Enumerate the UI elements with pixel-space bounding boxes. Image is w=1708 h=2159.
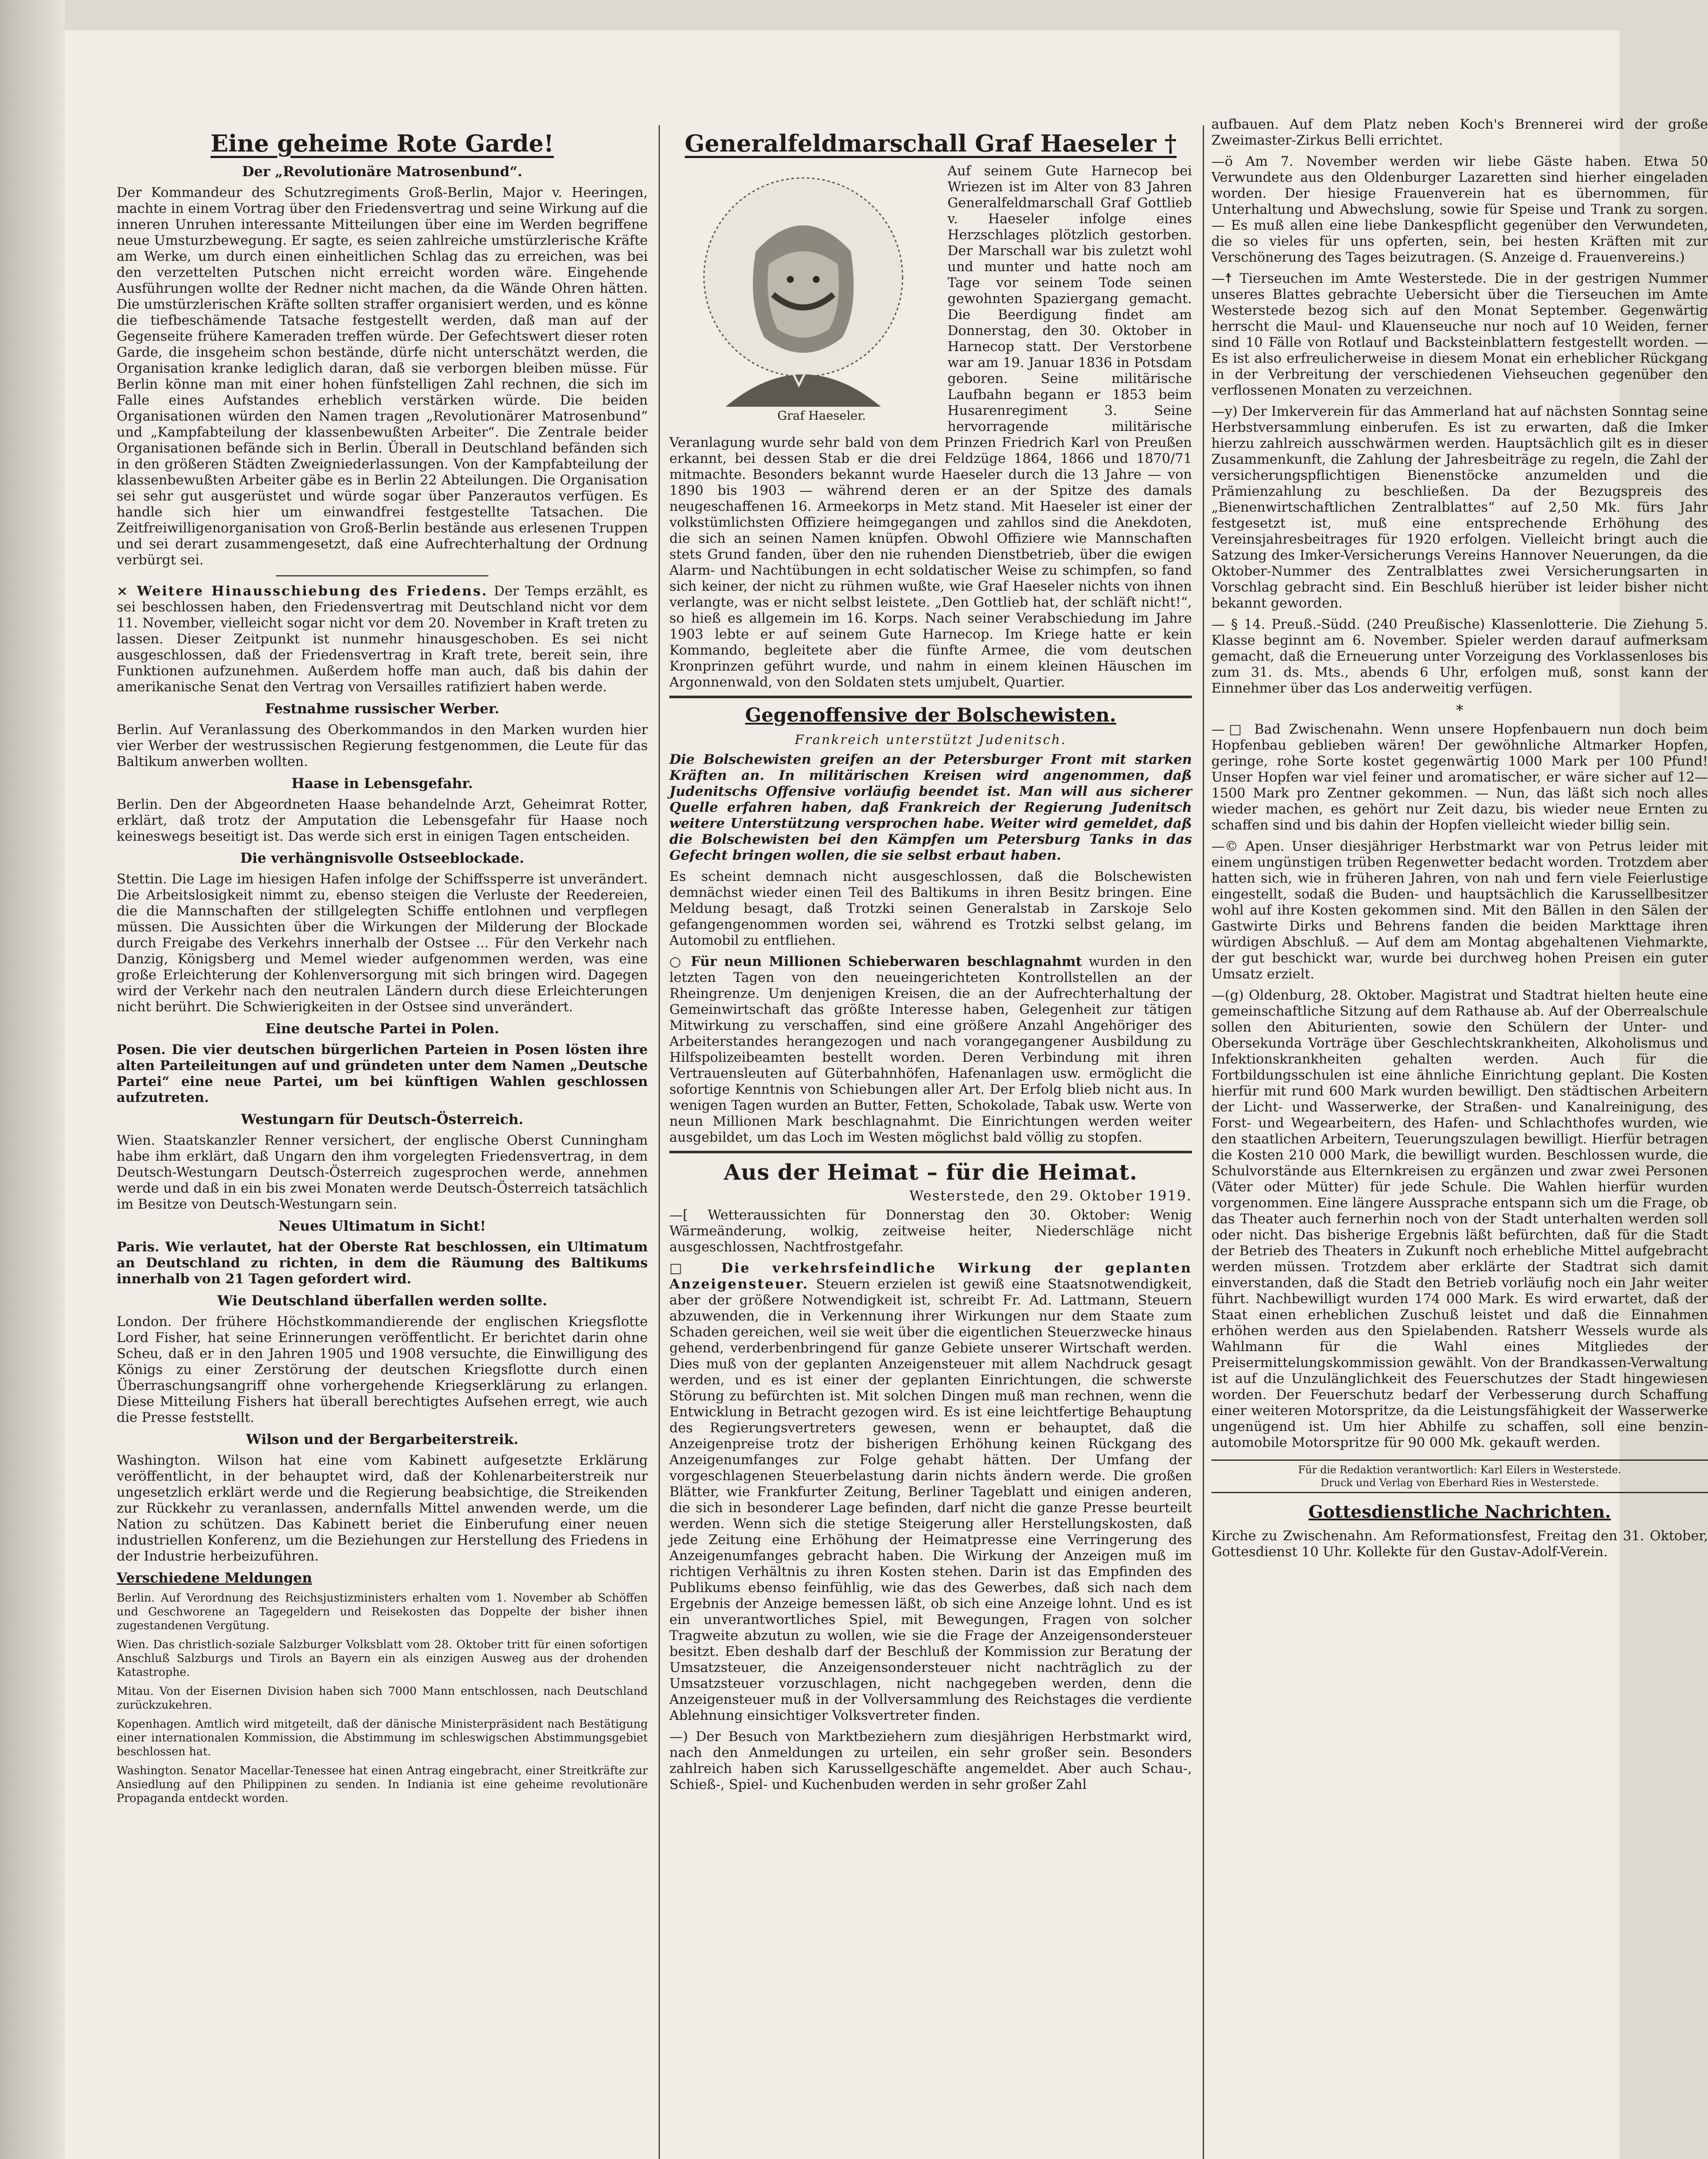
article-schieberwaren: [669, 954, 1192, 1146]
section-heimat-title: Aus der Heimat – für die Heimat.: [723, 1159, 1138, 1185]
divider-bar: [669, 696, 1192, 698]
imprint-editor: Für die Redaktion verantwortlich: Karl Eilers in Westerstede.: [1298, 1464, 1622, 1476]
news-mitau: Mitau. Von der Eisernen Division haben sich 7000 Mann entschlossen, nach Deutschland zurückzukehren.: [117, 1685, 648, 1712]
article-anzeigensteuer-body: Steuern erzielen ist gewiß eine Staatsnotwendigkeit, aber der größere Notwendigkeit ist, schreibt Fr. Ad. Lattmann, Steuern abzuwenden, die in Verkennung ihrer Wirkungen nur dem Staate zum Schaden gereichen, weil sie weit über die eigentlichen Steuerzwecke hinaus gehend, verderbenbringend für ganze Gebiete unserer Wirtschaft werden. Dies muß von der geplanten Anzeigensteuer mit allem Nachdruck gesagt werden, und es ist einer der geplanten Einrichtungen, die schwerste Störung zu befürchten ist. Mit solchen Dingen muß man rechnen, wenn die Entwicklung in Betracht gezogen wird. Es ist eine leichtfertige Behauptung des Regierungsvertreters gewesen, wenn er behauptet, daß die Anzeigenpreise trotz der bisherigen Erhöhung keinen Rückgang des Anzeigenumfanges zur Folge gehabt hätten. Der Umfang der vorgeschlagenen Steuerbelastung darin nichts ändern werde. Die großen Blätter, wie Frankfurter Zeitung, Berliner Tageblatt und einigen anderen, die sich in besonderer Lage befinden, darf nicht die ganze Presse beurteilt werden. Wenn sich die stetige Steigerung aller Herstellungskosten, daß jede Zeitung eine Erhöhung der Heimatpresse eine Verringerung des Anzeigenumfanges gebracht haben. Die Wirkung der Anzeigen muß im richtigen Verhältnis zu ihren Kosten stehen. Darin ist das Empfinden des Publikums ebenso feinfühlig, wie das des Gewerbes, daß sich nach dem Ergebnis der Anzeige bemessen läßt, ob sich eine Anzeige lohnt. Und es ist ein unverantwortliches Spiel, mit Bewegungen, Fragen von solcher Tragweite abzutun zu wollen, wie sie die Frage der Anzeigensondersteuer besitzt. Eben deshalb darf der Beschluß der Kommission zur Beratung der Umsatzsteuer, die Anzeigensondersteuer nicht nachträglich zu der Umsatzsteuer vorzuschlagen, nicht nachgegeben werden, denn die Anzeigensteuer muß in der Vollversammlung des Reichstages die verdiente Ablehnung einsichtiger Volksvertreter finden.: [669, 1276, 1192, 1723]
imprint: [1211, 1459, 1708, 1493]
article-tierseuchen: —☨ Tierseuchen im Amte Westerstede. Die in der gestrigen Nummer unseres Blattes gebrachte Uebersicht über die Tierseuchen im Amte Westerstede bezog sich auf den Monat September. Gegenwärtig herrscht die Maul- und Klauenseuche nur noch auf 10 Weiden, ferner sind 10 Fälle von Rotlauf und Backsteinblattern festgestellt worden. — Es ist also erfreulicherweise in diesem Monat ein erheblicher Rückgang in der Verbreitung der verschiedenen Viehseuchen gegenüber den verflossenen Monaten zu verzeichnen.: [1211, 271, 1708, 398]
heading-ostseeblockade: Die verhängnisvolle Ostseeblockade.: [240, 850, 524, 866]
article-schieberwaren-lead: ○ Für neun Millionen Schieberwaren beschlagnahmt: [669, 954, 1082, 969]
news-wien: Wien. Das christlich-soziale Salzburger Volksblatt vom 28. Oktober tritt für einen sofortigen Anschluß Salzburgs und Tirols an Bayern ein als einzigen Ausweg aus der drohenden Katastrophe.: [117, 1638, 648, 1679]
news-kopenhagen: Kopenhagen. Amtlich wird mitgeteilt, daß der dänische Ministerpräsident nach Bestätigung einer internationalen Kommission, die Abstimmung im schleswigschen Abstimmungsgebiet beschlossen hat.: [117, 1718, 648, 1758]
article-partei-polen: Posen. Die vier deutschen bürgerlichen Parteien in Posen lösten ihre alten Parteileitungen auf und gründeten unter dem Namen „Deutsche Partei“ eine neue Partei, um bei künftigen Wahlen geschlossen aufzutreten.: [117, 1042, 648, 1105]
article-haeseler: Auf seinem Gute Harnecop bei Wriezen ist im Alter von 83 Jahren Generalfeldmarschall Graf Gottlieb v. Haeseler infolge eines Herzschlages plötzlich gestorben. Der Marschall war bis zuletzt wohl und munter und hatte noch am Tage vor seinem Tode seinen gewohnten Spaziergang gemacht. Die Beerdigung findet am Donnerstag, den 30. Oktober in Harnecop statt. Der Verstorbene war am 19. Januar 1836 in Potsdam geboren. Seine militärische Laufbahn begann er 1853 beim Husarenregiment 3. Seine hervorragende militärische Veranlagung wurde sehr bald von dem Prinzen Friedrich Karl von Preußen erkannt, bei dessen Stab er die drei Feldzüge 1864, 1866 und 1870/71 mitmachte. Besonders bekannt wurde Haeseler durch die 13 Jahre — von 1890 bis 1903 — während deren er an der Spitze des damals neugeschaffenen 16. Armeekorps in Metz stand. Mit Haeseler ist einer der volkstümlichsten Offiziere heimgegangen und zahllos sind die Anekdoten, die sich an seinen Namen knüpfen. Obwohl Offiziere wie Mannschaften stets Grund fanden, über den nie ruhenden Dienstbetrieb, über die ewigen Alarm- und Nachtübungen in echt soldatischer Weise zu schimpfen, so fand sich keiner, der nicht zu rühmen wußte, wie Graf Haeseler nichts von ihnen verlangte, was er nicht selbst leistete. „Den Gottlieb hat, der schläft nicht!“, so hieß es allgemein im 16. Korps. Nach seiner Verabschiedung im Jahre 1903 lebte er auf seinem Gute Harnecop. Im Kriege hatte er kein Kommando, begleitete aber die fünfte Armee, die vom deutschen Kronprinzen geführt wurde, und nahm in einem kleinen Häuschen im Argonnenwald, von den Soldaten stets umjubelt, Quartier.: [669, 163, 1192, 690]
article-oldenburg: —(g) Oldenburg, 28. Oktober. Magistrat und Stadtrat hielten heute eine gemeinschaftliche Sitzung auf dem Rathause ab. Auf der Oberrealschule sollen den Abiturienten, sowie den Schülern der Unter- und Obersekunda Vorträge über Geschlechtskrankheiten, Alkoholismus und Infektionskrankheiten gehalten werden. Auch für die Fortbildungsschulen ist eine ähnliche Einrichtung geplant. Die Kosten hierfür mit rund 600 Mark wurden bewilligt. Den städtischen Arbeitern der Licht- und Wasserwerke, der Straßen- und Kanalreinigung, des Forst- und Wegearbeitern, des Hafen- und Schlachthofes wurden, wie den staatlichen Arbeitern, Teuerungszulagen bewilligt. Hierfür betragen die Kosten 210 000 Mark, die bewilligt wurden. Beschlossen wurde, die Schulvorstände aus Elternkreisen zu ergänzen und zwar zwei Personen (Väter oder Mütter) für jede Schule. Die Wahlen hierfür wurden vorgenommen. Eine längere Aussprache entspann sich um die Frage, ob das Theater auch fernerhin noch von der Stadt unterhalten werden soll oder nicht. Das bisherige Ergebnis läßt befürchten, daß für die Stadt der Betrieb des Theaters in Zukunft noch erhebliche Mittel aufgebracht werden müssen. Trotzdem aber erklärte der Stadtrat sich damit einverstanden, daß die Stadt den Betrieb vorläufig noch ein Jahr weiter führt. Nachbewilligt wurden 174 000 Mark. Es wird erwartet, daß der Staat einen erheblichen Zuschuß leistet und daß die Einnahmen erhöhen werden aus den Spielabenden. Ratsherr Wessels wurde als Wahlmann für die Wahl eines Mitgliedes der Preisermittelungskommission gewählt. Von der Brandkassen-Verwaltung ist auf die Unzulänglichkeit des Feuerschutzes der Stadt hingewiesen worden. Der Feuerschutz bedarf der Verbesserung durch Schaffung einer weiteren Motorspritze, da die Leistungsfähigkeit der Wasserwerke ungenügend ist. Um hier Abhilfe zu schaffen, soll eine benzin-automobile Motorspritze für 90 000 Mk. gekauft werden.: [1211, 988, 1708, 1450]
column-3: [1211, 117, 1708, 1565]
article-herbstmarkt: —) Der Besuch von Marktbeziehern zum diesjährigen Herbstmarkt wird, nach den Anmeldungen zu urteilen, ein sehr großer sein. Besonders zahlreich haben sich Karussellgeschäfte angemeldet. Aber auch Schau-, Schieß-, Spiel- und Kuchenbuden werden in sehr großer Zahl: [669, 1729, 1192, 1792]
heading-haase: Haase in Lebensgefahr.: [291, 775, 473, 791]
article-bolschewisten-lead: Die Bolschewisten greifen an der Petersburger Front mit starken Kräften an. In militärischen Kreisen wird angenommen, daß Judenitschs Offensive vorläufig beendet ist. Man will aus sicherer Quelle erfahren haben, daß Frankreich der Regierung Judenitsch weitere Unterstützung versprochen habe. Weiter wird gemeldet, daß die Bolschewisten bei den Kämpfen um Petersburg Tanks in das Gefecht bringen wollen, die sie selbst erbaut haben.: [669, 752, 1192, 863]
article-ueberfall: London. Der frühere Höchstkommandierende der englischen Kriegsflotte Lord Fisher, hat seine Erinnerungen veröffentlicht. Er berichtet darin ohne Scheu, daß er in den Jahren 1905 und 1908 versuchte, die Einwilligung des Königs zu einer Zerstörung der deutschen Kriegsflotte durch einen Überraschungsangriff ohne vorhergehende Kriegserklärung zu erlangen. Diese Mitteilung Fishers hat überall berechtigtes Aufsehen erregt, wie auch die Presse feststellt.: [117, 1314, 648, 1425]
heading-ultimatum: Neues Ultimatum in Sicht!: [278, 1218, 486, 1234]
article-wilson: Washington. Wilson hat eine vom Kabinett aufgesetzte Erklärung veröffentlicht, in der behauptet wird, daß der Kohlenarbeiterstreik nur ungesetzlich erklärt werde und die Regierung beabsichtige, die Streikenden zur Rückkehr zu veranlassen, andernfalls Mittel anwenden werde, um die Nation zu schützen. Das Kabinett beriet die Einberufung einer neuen industriellen Konferenz, um die Beziehungen zur Herstellung des Friedens in der Industrie herbeizuführen.: [117, 1453, 648, 1564]
column-2: [669, 130, 1192, 1798]
article-westungarn: Wien. Staatskanzler Renner versichert, der englische Oberst Cunningham habe ihm erklärt, daß Ungarn den ihm vorgelegten Friedensvertrag, in dem Deutsch-Westungarn Deutsch-Österreich zugesprochen werde, annehmen werde und daß in ein bis zwei Monaten werde Deutsch-Österreich tatsächlich im Besitze von Deutsch-Westungarn sein.: [117, 1133, 648, 1212]
heading-verschiedene: Verschiedene Meldungen: [117, 1570, 312, 1586]
column-rule: [659, 125, 660, 2159]
article-schieberwaren-body: wurden in den letzten Tagen von den neueingerichteten Kontrollstellen an der Rheingrenze. Um denjenigen Kreisen, die an der Aufrechterhaltung der Gemeinwirtschaft das größte Interesse haben, Gelegenheit zur tätigen Mitwirkung zu verschaffen, sind eine größere Anzahl Angehöriger des Arbeiterstandes herangezogen und nach vorangegangener Ausbildung zu Hilfspolizeibeamten bestellt worden. Deren Verbindung mit ihren Vertrauensleuten auf Güterbahnhöfen, Hafenanlagen usw. ermöglicht die sofortige Kenntnis von Schiebungen aller Art. Der Erfolg blieb nicht aus. In wenigen Tagen wurden an Butter, Fetten, Schokolade, Tabak usw. Werte von neun Millionen Mark beschlagnahmt. Die Einrichtungen werden weiter ausgebildet, um das Loch im Westen möglichst bald völlig zu stopfen.: [669, 954, 1192, 1145]
headline-haeseler: Generalfeldmarschall Graf Haeseler †: [684, 130, 1177, 157]
heading-wilson: Wilson und der Bergarbeiterstreik.: [246, 1431, 519, 1447]
news-washington: Washington. Senator Macellar-Tenessee hat einen Antrag eingebracht, einer Streitkräfte zur Ansiedlung auf den Philippinen zu senden. In Indiania ist eine geheime revolutionäre Propaganda entdeckt worden.: [117, 1764, 648, 1805]
article-haase: Berlin. Den der Abgeordneten Haase behandelnde Arzt, Geheimrat Rotter, erklärt, daß trotz der Amputation die Lebensgefahr für Haase noch keineswegs beseitigt ist. Das werde sich erst in einigen Tagen entscheiden.: [117, 797, 648, 844]
divider-bar-2: [669, 1151, 1192, 1153]
article-anzeigensteuer-lead: □ Die verkehrsfeindliche Wirkung der geplanten Anzeigensteuer.: [669, 1260, 1192, 1292]
article-imkerverein: —y) Der Imkerverein für das Ammerland hat auf nächsten Sonntag seine Herbstversammlung einberufen. Es ist zu erwarten, daß die Imker hierzu zahlreich ausschwärmen werden. Hauptsächlich gilt es in dieser Zusammenkunft, die Zahlung der Jahresbeiträge zu regeln, die Zahl der versicherungspflichtigen Bienenstöcke anzumelden und die Prämienzahlung zu beschließen. Da der Bezugspreis des „Bienenwirtschaftlichen Zentralblattes“ auf 2,50 Mk. fürs Jahr festgesetzt ist, muß eine entsprechende Erhöhung des Vereinsjahresbeitrages für 1920 erfolgen. Vielleicht bringt auch die Satzung des Imker-Versicherungs Vereins Hannover Neuerungen, da die Oktober-Nummer des Zentralblattes zwei Versicherungsarten in Vorschlag gebracht sind. Ein Beschluß hierüber ist leider bisher nicht bekannt geworden.: [1211, 404, 1708, 611]
subheadline-judenitsch: Frankreich unterstützt Judenitsch.: [795, 732, 1067, 747]
news-berlin: Berlin. Auf Verordnung des Reichsjustizministers erhalten vom 1. November ab Schöffen und Geschworene an Tagegeldern und Reisekosten das Doppelte der bisher ihnen zugestandenen Vergütung.: [117, 1592, 648, 1632]
article-apen: —© Apen. Unser diesjähriger Herbstmarkt war von Petrus leider mit einem ungünstigen trüben Regenwetter bedacht worden. Trotzdem aber hatten sich, wie in früheren Jahren, von nah und fern viele Feierlustige eingestellt, sodaß die Buden- und hauptsächlich die Karussellbesitzer wohl auf ihre Kosten gekommen sind. Mit den Bällen in den Sälen der Gastwirte Dirks und Behrens fanden die beiden Markttage ihren würdigen Abschluß. — Auf dem am Montag abgehaltenen Viehmarkte, der gut beschickt war, wurde bei durchweg hohen Preisen ein guter Umsatz erzielt.: [1211, 839, 1708, 982]
article-frieden-lead: × Weitere Hinausschiebung des Friedens.: [117, 583, 488, 599]
article-frieden: [117, 583, 648, 695]
weather-report: —[ Wetteraussichten für Donnerstag den 30. Oktober: Wenig Wärmeänderung, wolkig, zeitweise heiter, Niederschläge nicht ausgeschlossen, Nachtfrostgefahr.: [669, 1207, 1192, 1255]
article-frieden-body: Der Temps erzählt, es sei beschlossen haben, den Friedensvertrag mit Deutschland nicht vor dem 11. November, vielleicht sogar nicht vor dem 20. November in Kraft treten zu lassen. Dieser Zeitpunkt ist nunmehr hinausgeschoben. Es sei nicht ausgeschlossen, daß der Friedensvertrag in Kraft trete, bereit sein, ihre Funktionen aufzunehmen. Außerdem hoffe man auch, daß bis dahin der amerikanische Senat den Vertrag von Versailles ratifiziert haben werde.: [117, 583, 648, 695]
heading-ueberfall: Wie Deutschland überfallen werden sollte.: [217, 1292, 547, 1309]
article-klassenlotterie: — § 14. Preuß.-Südd. (240 Preußische) Klassenlotterie. Die Ziehung 5. Klasse beginnt am 6. November. Spieler werden darauf aufmerksam gemacht, daß die Erneuerung unter Vorzeigung des Vorklassenloses bis zum 31. ds. Mts., abends 6 Uhr, erfolgen muß, sonst kann der Einnehmer über das Los anderweitig verfügen.: [1211, 617, 1708, 696]
article-zirkus: aufbauen. Auf dem Platz neben Koch's Brennerei wird der große Zweimaster-Zirkus Belli errichtet.: [1211, 117, 1708, 148]
book-binding-edge: [0, 0, 65, 2159]
church-notice: Kirche zu Zwischenahn. Am Reformationsfest, Freitag den 31. Oktober, Gottesdienst 10 Uhr. Kollekte für den Gustav-Adolf-Verein.: [1211, 1528, 1708, 1560]
column-rule-2: [1203, 125, 1204, 2159]
article-werber: Berlin. Auf Veranlassung des Oberkommandos in den Marken wurden hier vier Werber der westrussischen Regierung festgenommen, die Leute für das Baltikum anwerben wollten.: [117, 722, 648, 769]
article-verwundete: —ö Am 7. November werden wir liebe Gäste haben. Etwa 50 Verwundete aus den Oldenburger Lazaretten sind hierher eingeladen worden. Der hiesige Frauenverein hat es übernommen, für Unterhaltung und Abwechslung, sowie für Speise und Trank zu sorgen. — Es muß allen eine liebe Dankespflicht gegenüber den Verwundeten, die so vieles für uns opferten, sein, bei hesten Kräften mit zur Verschönerung des Tages beizutragen. (S. Anzeige d. Frauenvereins.): [1211, 154, 1708, 265]
article-anzeigensteuer: [669, 1260, 1192, 1724]
heading-gottesdienst: Gottesdienstliche Nachrichten.: [1308, 1502, 1611, 1522]
heading-westungarn: Westungarn für Deutsch-Österreich.: [241, 1111, 523, 1127]
divider: [276, 575, 488, 576]
newspaper-page: [65, 30, 1708, 2159]
dateline: Westerstede, den 29. Oktober 1919.: [909, 1187, 1192, 1204]
portrait-haeseler: [669, 165, 937, 424]
article-bolschewisten: Es scheint demnach nicht ausgeschlossen, daß die Bolschewisten demnächst wieder einen Teil des Baltikums in ihren Besitz bringen. Eine Meldung besagt, daß Trotzki seinen Generalstab in Zarskoje Selo gefangengenommen worden sei, während es Trotzki selbst gelang, im Automobil zu entfliehen.: [669, 869, 1192, 948]
headline-rote-garde: Eine geheime Rote Garde!: [210, 130, 554, 157]
article-zwischenahn: —□ Bad Zwischenahn. Wenn unsere Hopfenbauern nun doch beim Hopfenbau geblieben wären! Der gewöhnliche Altmarker Hopfen, geringe, rohe Sorte kostet gegenwärtig 1000 Mark per 100 Pfund! Unser Hopfen war viel feiner und aromatischer, er wäre sicher auf 12—1500 Mark pro Zentner gekommen. — Nun, das läßt sich noch alles wieder machen, es gehört nur Zeit dazu, bis wieder neue Ernten zu schaffen sind und bis dahin der Hopfen vielleicht wieder billig sein.: [1211, 722, 1708, 833]
article-ultimatum: Paris. Wie verlautet, hat der Oberste Rat beschlossen, ein Ultimatum an Deutschland zu richten, in dem die Räumung des Baltikums innerhalb von 21 Tagen gefordert wird.: [117, 1239, 648, 1287]
headline-bolschewisten: Gegenoffensive der Bolschewisten.: [745, 704, 1116, 726]
portrait-caption: Graf Haeseler.: [777, 408, 866, 423]
column-1: [117, 130, 648, 1811]
article-ostseeblockade: Stettin. Die Lage im hiesigen Hafen infolge der Schiffssperre ist unverändert. Die Arbeitslosigkeit nimmt zu, ebenso steigen die Verluste der Reedereien, die die Mannschaften der stillgelegten Schiffe entlohnen und verpflegen müssen. Die Aussichten über die Wirkungen der Milderung der Blockade durch Freigabe des Verkehrs innerhalb der Ostsee ... Für den Verkehr nach Danzig, Königsberg und Memel wieder aufgenommen werden, was eine große Erleichterung der Kohlenversorgung mit sich bringen wird. Dagegen wird der Verkehr nach den neutralen Ländern durch diese Erleichterungen nicht berührt. Die Schwierigkeiten in der Ostsee sind unverändert.: [117, 871, 648, 1015]
heading-werber: Festnahme russischer Werber.: [265, 700, 500, 717]
heading-partei-polen: Eine deutsche Partei in Polen.: [265, 1020, 499, 1037]
asterisk-separator: *: [1456, 702, 1464, 719]
article-rote-garde: Der Kommandeur des Schutzregiments Groß-Berlin, Major v. Heeringen, machte in einem Vortrag über den Friedensvertrag und seine Wirkung auf die inneren Unruhen interessante Mitteilungen über eine im Werden begriffene neue Umsturzbewegung. Er sagte, es seien zahlreiche umstürzlerische Kräfte am Werke, um durch einen einheitlichen Schlag das zu erreichen, was bei den verzettelten Putschen nicht erreicht worden wäre. Eingehende Ausführungen wollte der Redner nicht machen, da die Wände Ohren hätten. Die umstürzlerischen Kräfte sollten straffer organisiert werden, und es könne die tiefbeschämende Tatsache festgestellt werden, daß man auf der Gegenseite frühere Kameraden treffen würde. Der Gefechtswert dieser roten Garde, die insgeheim schon bestände, dürfe nicht unterschätzt werden, die Organisation kranke lediglich daran, daß sie verborgen bleiben müsse. Für Berlin könne man mit einer hohen fünfstelligen Zahl rechnen, die sich im Falle eines Aufstandes erheblich verstärken würde. Die beiden Organisationen würden den Namen tragen „Revolutionärer Matrosenbund“ und „Kampfabteilung der klassenbewußten Arbeiter“. Die Zentrale beider Organisationen befände sich in Berlin. Überall in Deutschland befänden sich in den größeren Städten Zweigniederlassungen. Von der Kampfabteilung der klassenbewußten Arbeiter gäbe es in Berlin 22 Abteilungen. Die Organisation sei sehr gut ausgerüstet und würde sogar über Panzerautos verfügen. Es handle sich hier um einwandfrei festgestellte Tatsachen. Die Zeitfreiwilligenorganisation von Groß-Berlin bestände aus erlesenen Truppen und sei derart zusammengesetzt, daß eine Aufrechterhaltung der Ordnung verbürgt sei.: [117, 185, 648, 568]
imprint-publisher: Druck und Verlag von Eberhard Ries in Westerstede.: [1321, 1477, 1599, 1489]
subheadline-matrosenbund: Der „Revolutionäre Matrosenbund“.: [242, 163, 523, 180]
